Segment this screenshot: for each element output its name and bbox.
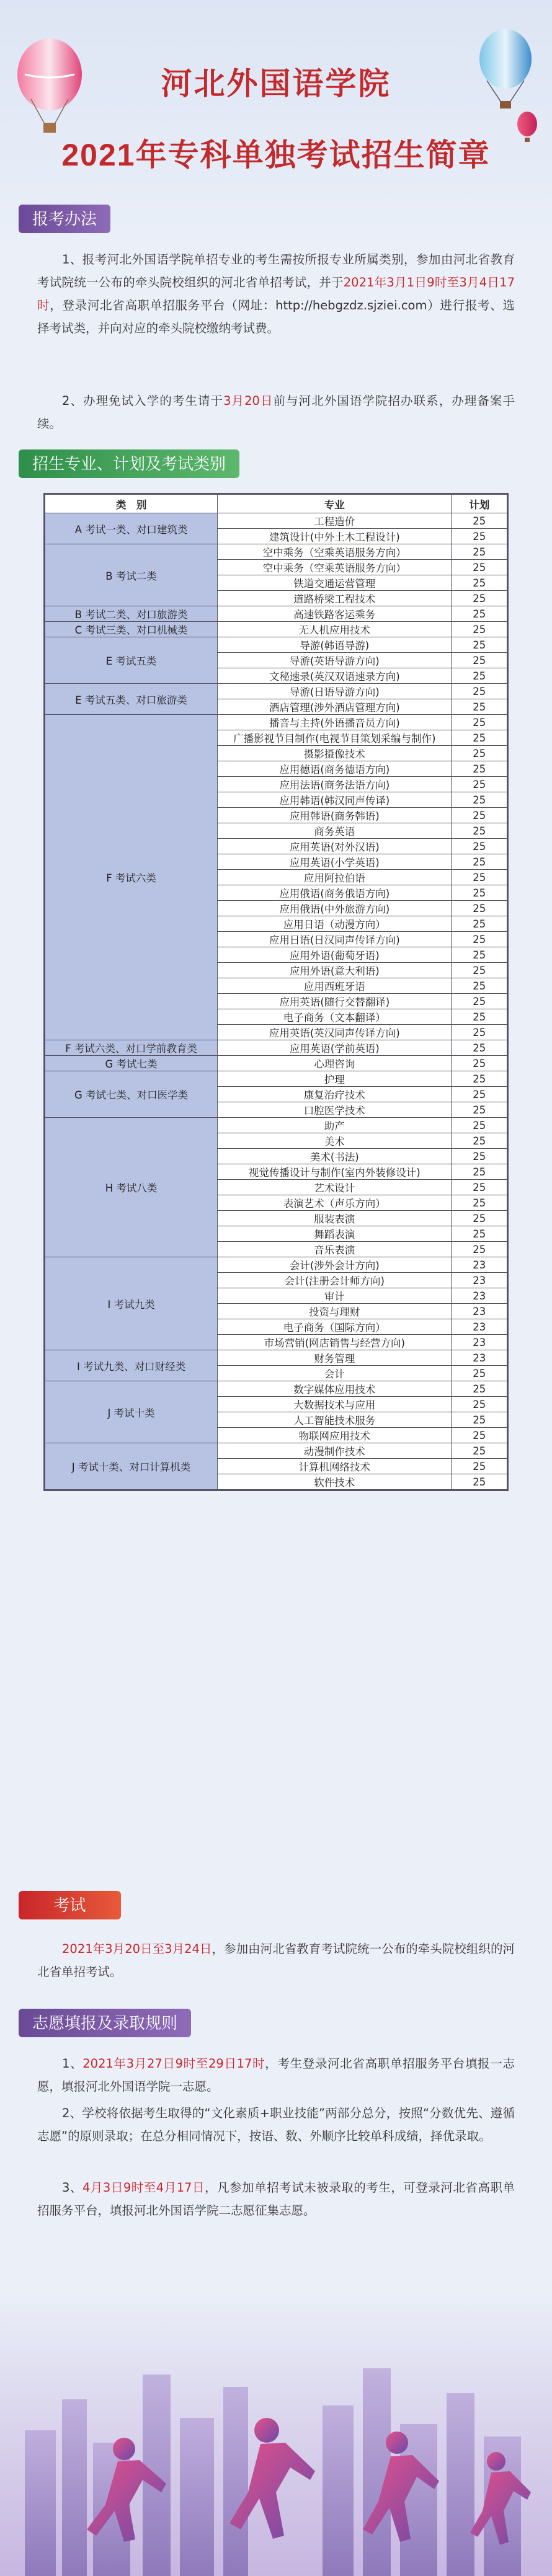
major-cell: 导游(日语导游方向) [218, 684, 452, 699]
quota-cell: 25 [452, 1164, 507, 1180]
admit-p3-text-a: 3、 [62, 2180, 82, 2195]
apply-paragraph-1 [37, 248, 515, 340]
quota-cell: 25 [452, 668, 507, 684]
quota-cell: 25 [452, 715, 507, 730]
quota-cell: 25 [452, 1381, 507, 1397]
table-row [45, 513, 507, 529]
major-cell: 财务管理 [218, 1350, 452, 1366]
table-row [45, 1257, 507, 1273]
table-row [45, 606, 507, 622]
major-cell: 艺术设计 [218, 1180, 452, 1195]
major-cell: 道路桥梁工程技术 [218, 591, 452, 606]
quota-cell: 25 [452, 544, 507, 560]
table-row [45, 1350, 507, 1366]
quota-cell: 25 [452, 777, 507, 792]
table-row [45, 544, 507, 560]
quota-cell: 25 [452, 1040, 507, 1056]
major-cell: 美术(书法) [218, 1149, 452, 1164]
quota-cell: 23 [452, 1335, 507, 1350]
major-cell: 应用俄语(中外旅游方向) [218, 901, 452, 916]
category-cell: J 考试十类、对口计算机类 [45, 1443, 218, 1490]
major-cell: 市场营销(网店销售与经营方向) [218, 1335, 452, 1350]
major-cell: 应用英语(英汉同声传译方向) [218, 1025, 452, 1040]
major-cell: 人工智能技术服务 [218, 1412, 452, 1428]
apply-p2-text-a: 2、办理免试入学的考生请于 [62, 394, 224, 408]
quota-cell: 23 [452, 1273, 507, 1288]
major-cell: 电子商务（国际方向） [218, 1319, 452, 1335]
quota-cell: 25 [452, 684, 507, 699]
major-cell: 应用德语(商务德语方向) [218, 761, 452, 777]
apply-p1-highlight: 2021年3月1日9时至3月4日17时 [37, 275, 515, 312]
table-row [45, 684, 507, 699]
major-cell: 护理 [218, 1071, 452, 1087]
quota-cell: 25 [452, 916, 507, 932]
major-cell: 应用韩语(韩汉同声传译) [218, 792, 452, 808]
quota-cell: 25 [452, 823, 507, 839]
major-cell: 音乐表演 [218, 1242, 452, 1257]
major-cell: 建筑设计(中外土木工程设计) [218, 529, 452, 544]
quota-cell: 25 [452, 560, 507, 575]
category-cell: H 考试八类 [45, 1118, 218, 1257]
quota-cell: 25 [452, 932, 507, 947]
quota-cell: 23 [452, 1319, 507, 1335]
major-cell: 舞蹈表演 [218, 1226, 452, 1242]
quota-cell: 25 [452, 854, 507, 870]
quota-cell: 25 [452, 699, 507, 715]
major-cell: 投资与理财 [218, 1304, 452, 1319]
admit-paragraph-2 [37, 2102, 515, 2148]
major-cell: 大数据技术与应用 [218, 1397, 452, 1412]
major-cell: 心理咨询 [218, 1056, 452, 1071]
exam-text: ，参加由河北省教育考试院统一公布的牵头院校组织的河北省单招考试。 [37, 1942, 515, 1979]
major-cell: 服装表演 [218, 1211, 452, 1226]
quota-cell: 25 [452, 901, 507, 916]
category-cell: F 考试六类、对口学前教育类 [45, 1040, 218, 1056]
quota-cell: 25 [452, 529, 507, 544]
quota-cell: 25 [452, 1118, 507, 1133]
enrollment-table [43, 493, 509, 1491]
quota-cell: 25 [452, 978, 507, 994]
quota-cell: 25 [452, 1071, 507, 1087]
quota-cell: 23 [452, 1257, 507, 1273]
major-cell: 播音与主持(外语播音员方向) [218, 715, 452, 730]
apply-paragraph-2 [37, 389, 515, 435]
table-row [45, 715, 507, 730]
quota-cell: 25 [452, 1242, 507, 1257]
apply-p2-highlight: 3月20日 [223, 394, 274, 408]
major-cell: 会计(涉外会计方向) [218, 1257, 452, 1273]
major-cell: 酒店管理(涉外酒店管理方向) [218, 699, 452, 715]
category-cell: C 考试三类、对口机械类 [45, 622, 218, 637]
major-cell: 软件技术 [218, 1474, 452, 1490]
quota-cell: 25 [452, 746, 507, 761]
quota-cell: 25 [452, 591, 507, 606]
major-cell: 应用西班牙语 [218, 978, 452, 994]
major-cell: 空中乘务（空乘英语服务方向） [218, 560, 452, 575]
category-cell: I 考试九类 [45, 1257, 218, 1350]
quota-cell: 25 [452, 1087, 507, 1102]
major-cell: 文秘速录(英汉双语速录方向) [218, 668, 452, 684]
major-cell: 会计 [218, 1366, 452, 1381]
quota-cell: 25 [452, 1180, 507, 1195]
quota-cell: 25 [452, 1211, 507, 1226]
table-row [45, 637, 507, 653]
quota-cell: 25 [452, 1056, 507, 1071]
major-cell: 动漫制作技术 [218, 1443, 452, 1459]
quota-cell: 25 [452, 1102, 507, 1118]
major-cell: 数字媒体应用技术 [218, 1381, 452, 1397]
major-cell: 广播影视节目制作(电视节目策划采编与制作) [218, 730, 452, 746]
quota-cell: 25 [452, 792, 507, 808]
quota-cell: 23 [452, 1304, 507, 1319]
quota-cell: 25 [452, 839, 507, 854]
major-cell: 美术 [218, 1133, 452, 1149]
quota-cell: 25 [452, 637, 507, 653]
table-body [45, 513, 507, 1490]
quota-cell: 25 [452, 1459, 507, 1474]
city-runners-illustration [0, 2294, 552, 2576]
table-row [45, 1443, 507, 1459]
major-cell: 无人机应用技术 [218, 622, 452, 637]
admit-p1-text-b: ，考生登录河北省高职单招服务平台填报一志愿，填报河北外国语学院一志愿。 [37, 2056, 515, 2094]
quota-cell: 25 [452, 963, 507, 978]
quota-cell: 25 [452, 1412, 507, 1428]
table-row [45, 1381, 507, 1397]
category-cell: B 考试二类、对口旅游类 [45, 606, 218, 622]
major-cell: 康复治疗技术 [218, 1087, 452, 1102]
category-cell: G 考试七类 [45, 1056, 218, 1071]
table-row [45, 1056, 507, 1071]
major-cell: 导游(英语导游方向) [218, 653, 452, 668]
quota-cell: 23 [452, 1350, 507, 1366]
quota-cell: 25 [452, 1195, 507, 1211]
admit-p1-text-a: 1、 [62, 2056, 83, 2071]
category-cell: I 考试九类、对口财经类 [45, 1350, 218, 1381]
apply-p1-text-a: 1、报考河北外国语学院单招专业的考生需按所报专业所属类别，参加由河北省教育考试院统一公布的牵头院校组织的河北省单招考试，并于 [37, 252, 515, 290]
major-cell: 摄影摄像技术 [218, 746, 452, 761]
page-subtitle: 2021年专科单独考试招生简章 [61, 138, 491, 172]
table-row [45, 1040, 507, 1056]
quota-cell: 25 [452, 885, 507, 901]
admit-paragraph-3 [37, 2176, 515, 2222]
major-cell: 表演艺术（声乐方向） [218, 1195, 452, 1211]
section-tab-exam: 考试 [19, 1891, 121, 1919]
column-header-category: 类 别 [45, 495, 218, 513]
quota-cell: 25 [452, 1474, 507, 1490]
quota-cell: 25 [452, 808, 507, 823]
major-cell: 会计(注册会计师方向) [218, 1273, 452, 1288]
page-title: 河北外国语学院 [161, 66, 391, 101]
exam-paragraph [37, 1937, 515, 1983]
column-header-quota: 计划 [452, 495, 507, 513]
major-cell: 口腔医学技术 [218, 1102, 452, 1118]
admit-p3-highlight: 4月3日9时至4月17日 [82, 2180, 205, 2195]
quota-cell: 25 [452, 1397, 507, 1412]
major-cell: 应用俄语(商务俄语方向) [218, 885, 452, 901]
major-cell: 应用外语(意大利语) [218, 963, 452, 978]
exam-highlight: 2021年3月20日至3月24日 [62, 1942, 212, 1956]
quota-cell: 25 [452, 1366, 507, 1381]
category-cell: E 考试五类 [45, 637, 218, 684]
major-cell: 工程造价 [218, 513, 452, 529]
quota-cell: 25 [452, 730, 507, 746]
table-header-row [45, 495, 507, 513]
table-row [45, 622, 507, 637]
quota-cell: 25 [452, 994, 507, 1009]
admit-p2-text: 2、学校将依据考生取得的“文化素质+职业技能”两部分总分，按照“分数优先、遵循志愿”的原则录取；在总分相同情况下，按语、数、外顺序比较单科成绩，择优录取。 [37, 2106, 515, 2143]
major-cell: 应用英语(对外汉语) [218, 839, 452, 854]
section-tab-plan: 招生专业、计划及考试类别 [19, 449, 239, 478]
quota-cell: 25 [452, 761, 507, 777]
quota-cell: 23 [452, 1288, 507, 1304]
major-cell: 视觉传播设计与制作(室内外装修设计) [218, 1164, 452, 1180]
quota-cell: 25 [452, 1025, 507, 1040]
major-cell: 计算机网络技术 [218, 1459, 452, 1474]
major-cell: 助产 [218, 1118, 452, 1133]
quota-cell: 25 [452, 606, 507, 622]
admit-p1-highlight: 2021年3月27日9时至29日17时 [82, 2056, 265, 2071]
category-cell: E 考试五类、对口旅游类 [45, 684, 218, 715]
quota-cell: 25 [452, 653, 507, 668]
major-cell: 应用韩语(商务韩语) [218, 808, 452, 823]
major-cell: 应用英语(随行交替翻译) [218, 994, 452, 1009]
major-cell: 应用法语(商务法语方向) [218, 777, 452, 792]
section-tab-apply: 报考办法 [19, 205, 110, 233]
major-cell: 高速铁路客运乘务 [218, 606, 452, 622]
column-header-major: 专业 [218, 495, 452, 513]
section-tab-admission: 志愿填报及录取规则 [19, 2009, 191, 2037]
admit-p3-text-b: ，凡参加单招考试未被录取的考生，可登录河北省高职单招服务平台，填报河北外国语学院二志愿征集志愿。 [37, 2180, 515, 2218]
quota-cell: 25 [452, 1226, 507, 1242]
quota-cell: 25 [452, 1428, 507, 1443]
quota-cell: 25 [452, 622, 507, 637]
major-cell: 电子商务（文本翻译） [218, 1009, 452, 1025]
major-cell: 应用英语(学前英语) [218, 1040, 452, 1056]
quota-cell: 25 [452, 1009, 507, 1025]
major-cell: 导游(韩语导游) [218, 637, 452, 653]
table-row [45, 1071, 507, 1087]
category-cell: G 考试七类、对口医学类 [45, 1071, 218, 1118]
major-cell: 空中乘务（空乘英语服务方向） [218, 544, 452, 560]
quota-cell: 25 [452, 575, 507, 591]
major-cell: 商务英语 [218, 823, 452, 839]
category-cell: A 考试一类、对口建筑类 [45, 513, 218, 544]
quota-cell: 25 [452, 947, 507, 963]
category-cell: J 考试十类 [45, 1381, 218, 1443]
apply-p1-text-b: ，登录河北省高职单招服务平台（网址：http://hebgzdz.sjziei.com）进行报考、选择考试类，并向对应的牵头院校缴纳考试费。 [37, 298, 515, 335]
major-cell: 应用英语(小学英语) [218, 854, 452, 870]
major-cell: 物联网应用技术 [218, 1428, 452, 1443]
admit-paragraph-1 [37, 2052, 515, 2098]
table-row [45, 1118, 507, 1133]
quota-cell: 25 [452, 513, 507, 529]
major-cell: 铁道交通运营管理 [218, 575, 452, 591]
quota-cell: 25 [452, 870, 507, 885]
category-cell: B 考试二类 [45, 544, 218, 606]
quota-cell: 25 [452, 1149, 507, 1164]
major-cell: 应用外语(葡萄牙语) [218, 947, 452, 963]
apply-p2-text-b: 前与河北外国语学院招办联系，办理备案手续。 [37, 394, 515, 431]
major-cell: 审计 [218, 1288, 452, 1304]
quota-cell: 25 [452, 1443, 507, 1459]
category-cell: F 考试六类 [45, 715, 218, 1040]
major-cell: 应用日语(日汉同声传译方向) [218, 932, 452, 947]
major-cell: 应用阿拉伯语 [218, 870, 452, 885]
quota-cell: 25 [452, 1133, 507, 1149]
major-cell: 应用日语（动漫方向） [218, 916, 452, 932]
